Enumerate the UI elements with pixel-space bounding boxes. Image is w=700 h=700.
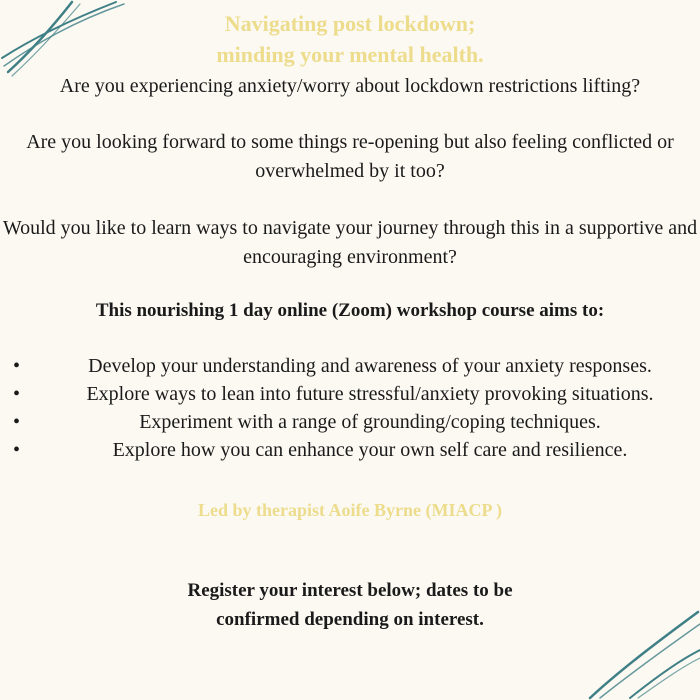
register-interest-note xyxy=(0,576,700,634)
question-anxiety: Are you experiencing anxiety/worry about lockdown restrictions lifting? xyxy=(59,75,641,97)
therapist-credit: Led by therapist Aoife Byrne (MIACP ) xyxy=(198,500,502,520)
list-item xyxy=(0,352,700,380)
poster-title-line-2: minding your mental health. xyxy=(216,42,484,67)
workshop-aims-heading: This nourishing 1 day online (Zoom) workshop course aims to: xyxy=(95,300,605,321)
list-item-text: Develop your understanding and awareness of your anxiety responses. xyxy=(88,355,652,377)
bullet-icon: • xyxy=(13,355,21,377)
list-item xyxy=(0,380,700,408)
list-item xyxy=(0,436,700,464)
list-item-text: Explore how you can enhance your own self care and resilience. xyxy=(112,439,628,461)
question-learn-ways: Would you like to learn ways to navigate your journey through this in a supportive and encouraging environment? xyxy=(2,217,698,268)
poster-title-line-1: Navigating post lockdown; xyxy=(224,11,476,36)
poster-title xyxy=(0,8,700,70)
register-line-2: confirmed depending on interest. xyxy=(216,609,484,630)
list-item xyxy=(0,408,700,436)
list-item-text: Explore ways to lean into future stressful/anxiety provoking situations. xyxy=(86,383,654,405)
list-item-text: Experiment with a range of grounding/coping techniques. xyxy=(139,411,601,433)
bullet-icon: • xyxy=(13,411,21,433)
aims-list xyxy=(0,352,700,464)
question-reopening: Are you looking forward to some things re-opening but also feeling conflicted or overwhelmed by it too? xyxy=(26,131,674,182)
bullet-icon: • xyxy=(13,439,21,461)
register-line-1: Register your interest below; dates to be xyxy=(187,580,513,601)
bullet-icon: • xyxy=(13,383,21,405)
